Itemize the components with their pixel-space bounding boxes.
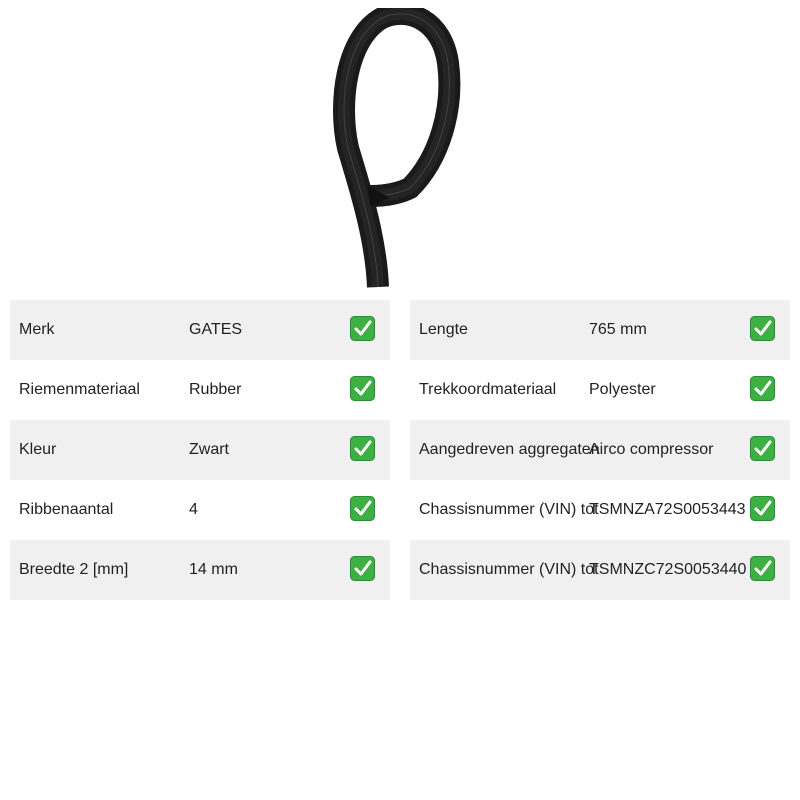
spec-row xyxy=(410,480,790,540)
check-icon xyxy=(350,556,375,581)
spec-value: Polyester xyxy=(589,381,656,398)
spec-value: GATES xyxy=(189,321,243,338)
spec-label: Merk xyxy=(19,321,55,338)
spec-label: Kleur xyxy=(19,441,57,458)
spec-row xyxy=(410,540,790,600)
v-ribbed-belt-icon xyxy=(330,8,470,288)
spec-label: Ribbenaantal xyxy=(19,501,114,518)
spec-label: Trekkoordmateriaal xyxy=(419,381,557,398)
spec-row xyxy=(10,480,390,540)
check-icon xyxy=(750,496,775,521)
spec-label: Aangedreven aggregaten xyxy=(419,441,600,458)
spec-value: 4 xyxy=(189,501,198,518)
spec-label: Chassisnummer (VIN) tot xyxy=(419,501,599,518)
spec-row xyxy=(410,360,790,420)
spec-row xyxy=(10,420,390,480)
spec-row xyxy=(10,300,390,360)
spec-value: 14 mm xyxy=(189,561,238,578)
check-icon xyxy=(750,556,775,581)
spec-row xyxy=(410,300,790,360)
check-icon xyxy=(750,316,775,341)
check-icon xyxy=(350,376,375,401)
spec-label: Breedte 2 [mm] xyxy=(19,561,129,578)
spec-value: TSMNZC72S0053440 xyxy=(589,561,747,578)
spec-value: TSMNZA72S0053443 xyxy=(589,501,746,518)
spec-label: Chassisnummer (VIN) tot xyxy=(419,561,599,578)
check-icon xyxy=(350,316,375,341)
spec-value: Airco compressor xyxy=(589,441,714,458)
check-icon xyxy=(750,436,775,461)
spec-row xyxy=(10,540,390,600)
check-icon xyxy=(750,376,775,401)
spec-label: Lengte xyxy=(419,321,468,338)
spec-row xyxy=(410,420,790,480)
spec-value: 765 mm xyxy=(589,321,647,338)
check-icon xyxy=(350,496,375,521)
product-image xyxy=(330,8,470,288)
spec-table-right xyxy=(410,300,790,600)
spec-value: Rubber xyxy=(189,381,242,398)
spec-value: Zwart xyxy=(189,441,229,458)
spec-table-left xyxy=(10,300,390,600)
spec-label: Riemenmateriaal xyxy=(19,381,140,398)
check-icon xyxy=(350,436,375,461)
spec-row xyxy=(10,360,390,420)
